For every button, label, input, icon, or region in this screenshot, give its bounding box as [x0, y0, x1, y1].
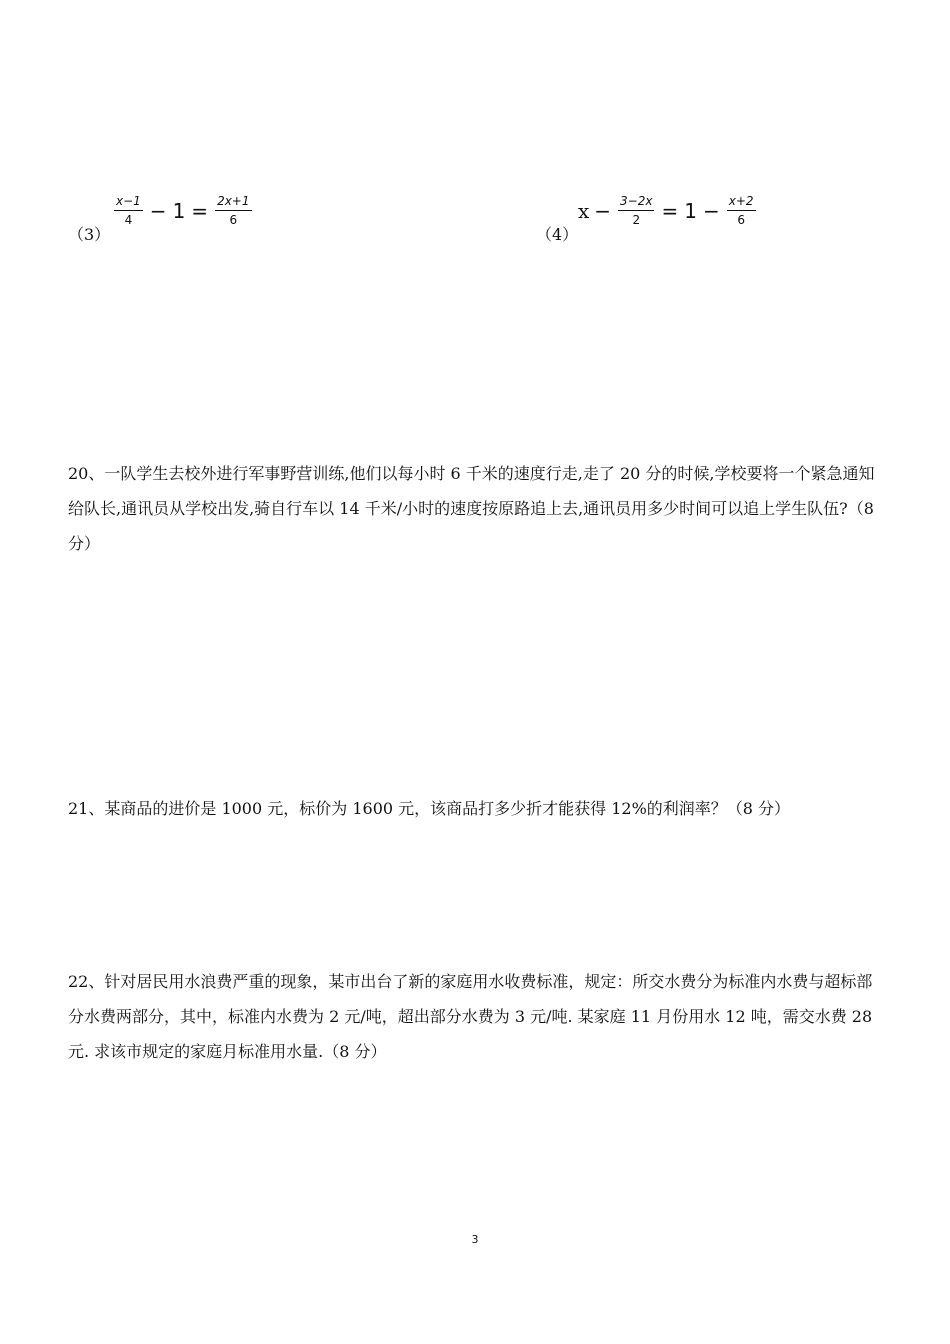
- problem-20: 20、一队学生去校外进行军事野营训练,他们以每小时 6 千米的速度行走,走了 20 分的时候,学校要将一个紧急通知给队长,通讯员从学校出发,骑自行车以 14 千米/小时的速度按原路追上去,通讯员用多少时间可以追上学生队伍?（8 分）: [68, 464, 875, 553]
- equation-3-left-fraction: [114, 194, 143, 227]
- equation-4-right-numerator: x+2: [727, 194, 756, 211]
- equation-3-right-denominator: 6: [229, 213, 238, 227]
- equation-4-right-fraction: [727, 194, 756, 227]
- equation-3-right-fraction: [215, 194, 251, 227]
- equation-3-equals: =: [191, 198, 209, 223]
- equation-4-left-denominator: 2: [632, 213, 641, 227]
- page-number: 3: [471, 1233, 479, 1246]
- equation-4: [578, 194, 760, 227]
- equation-4-left-fraction: [618, 194, 654, 227]
- equation-4-minus-1: −: [594, 198, 612, 223]
- equation-3-right-numerator: 2x+1: [215, 194, 251, 211]
- equation-4-x: x: [578, 198, 590, 223]
- equation-3-label: （3）: [68, 225, 111, 244]
- equation-3-one: 1: [172, 198, 186, 223]
- equation-3-left-denominator: 4: [124, 213, 133, 227]
- equation-4-minus-2: −: [702, 198, 720, 223]
- equation-3-minus: −: [149, 198, 167, 223]
- problem-21: 21、某商品的进价是 1000 元，标价为 1600 元，该商品打多少折才能获得 12%的利润率？（8 分）: [68, 799, 791, 818]
- equation-4-one: 1: [684, 198, 697, 223]
- equation-3: [110, 194, 256, 227]
- equation-4-label: （4）: [536, 225, 579, 244]
- equation-3-left-numerator: x−1: [114, 194, 143, 211]
- equation-4-right-denominator: 6: [737, 213, 745, 227]
- equation-4-left-numerator: 3−2x: [618, 194, 654, 211]
- equation-4-equals: =: [661, 198, 679, 223]
- problem-22: 22、针对居民用水浪费严重的现象，某市出台了新的家庭用水收费标准，规定：所交水费分为标准内水费与超标部分水费两部分，其中，标准内水费为 2 元/吨，超出部分水费为 3 元/吨. 某家庭 11 月份用水 12 吨，需交水费 28 元. 求该市规定的家庭月标准用水量.（8 分）: [68, 972, 873, 1061]
